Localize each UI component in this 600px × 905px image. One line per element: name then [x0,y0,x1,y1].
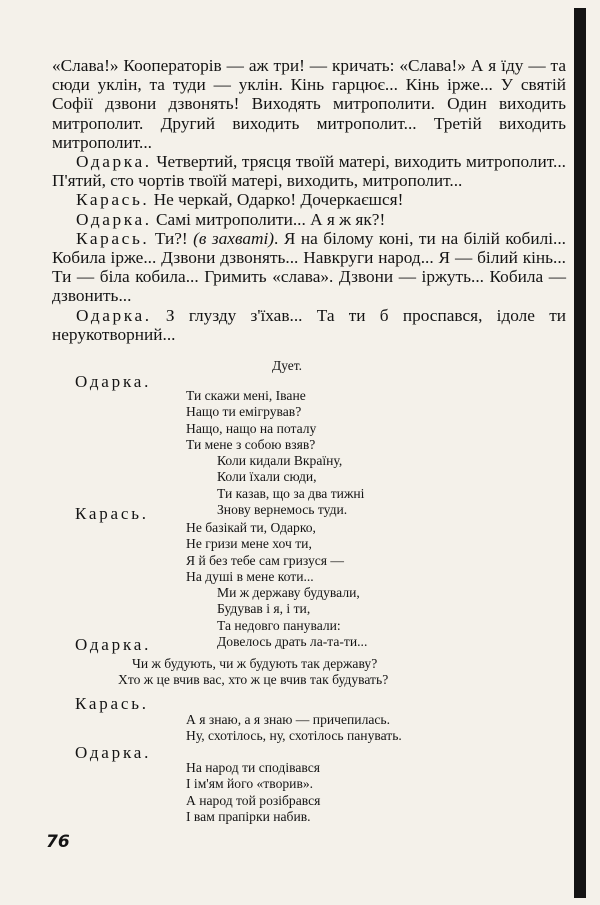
page-number: 76 [46,832,70,852]
verse-line: Ну, схотілось, ну, схотілось панувать. [186,728,402,744]
dialogue-text: Не черкай, Одарко! Дочеркаєшся! [149,190,404,210]
dialogue-text: Четвертий, трясця твоїй матері, виходить митрополит... П'ятий, сто чортів твоїй матері, виходить, митрополит... [52,152,566,191]
verse-line: Ти скажи мені, Іване [186,388,306,403]
dialogue-text: Ти?! [149,228,194,248]
verse-line: Хто ж це вчив вас, хто ж це вчив так будувать? [118,672,389,688]
duet-speaker: Одарка. [75,372,152,391]
verse-line: Знову вернемось туди. [217,502,348,518]
verse-line: На народ ти сподівався [186,760,320,775]
verse-line: Коли кидали Вкраїну, [217,453,343,469]
verse-block [186,520,367,650]
verse-line: Будував і я, і ти, [217,601,311,617]
verse-line: Нащо ти емігрував? [186,404,302,420]
verse-line: І вам прапірки набив. [186,808,311,824]
prose-paragraph: «Слава!» Кооператорів — аж три! — кричать: «Слава!» А я їду — та сюди уклін, та туди — уклін. Кінь гарцює... Кінь ірже... У святій Софії дзвони дзвонять! Виходять митрополити. Один виходить митрополит. Другий виходить митрополит... Третій виходить митрополит... [52,56,566,152]
verse-line: На душі в мене коти... [186,568,314,584]
speaker-name: Карась. [76,228,150,248]
prose-paragraph [52,229,566,306]
verse-line: Не базікай ти, Одарко, [186,520,316,535]
verse-line: Я й без тебе сам гризуся — [186,552,345,568]
verse-line: Не гризи мене хоч ти, [186,536,312,552]
stage-direction: (в захваті) [193,228,275,248]
verse-line: А народ той розібрався [186,792,321,808]
speaker-name: Одарка. [76,209,152,229]
duet-speaker: Карась. [75,504,149,523]
verse-line: Нащо, нащо на поталу [186,420,317,436]
verse-line: А я знаю, а я знаю — причепилась. [186,712,391,727]
duet-title: Дует. [272,358,303,373]
verse-block [186,388,364,518]
duet-speaker: Одарка. [75,743,152,762]
verse-block [186,712,402,745]
verse-line: Довелось драть ла-та-ти... [217,634,368,650]
prose-paragraph [52,190,566,209]
verse-line: Ти мене з собою взяв? [186,436,316,452]
verse-line: Ти казав, що за два тижні [217,485,365,501]
verse-block [186,760,320,825]
verse-line: Коли їхали сюди, [217,469,317,485]
dialogue-text: . Я на білому коні, ти на білій кобилі... Кобила ірже... Дзвони дзвонять... Навкруги народ... Я — білий кінь... Ти — біла кобила... Гримить «слава». Дзвони — іржуть... Кобила — дзвонить... [52,228,566,306]
dialogue-text: З глузду з'їхав... Та ти б проспався, ідоле ти нерукотворний... [52,305,566,344]
speaker-name: Одарка. [76,305,152,325]
duet-speaker: Карась. [75,694,149,713]
prose-paragraph [52,306,566,344]
speaker-name: Одарка. [76,152,152,172]
dialogue-text: Самі митрополити... А я ж як?! [151,209,386,229]
verse-line: І ім'ям його «творив». [186,776,314,792]
prose-paragraph [52,210,566,229]
prose-paragraph [52,152,566,190]
verse-line: Ми ж державу будували, [217,585,360,601]
duet-speaker: Одарка. [75,635,152,654]
verse-line: Чи ж будують, чи ж будують так державу? [132,656,378,671]
page-edge-shadow [574,8,586,898]
speaker-name: Карась. [76,190,150,210]
prose-block [52,56,566,344]
verse-line: Та недовго панували: [217,617,341,633]
verse-block [118,656,388,689]
